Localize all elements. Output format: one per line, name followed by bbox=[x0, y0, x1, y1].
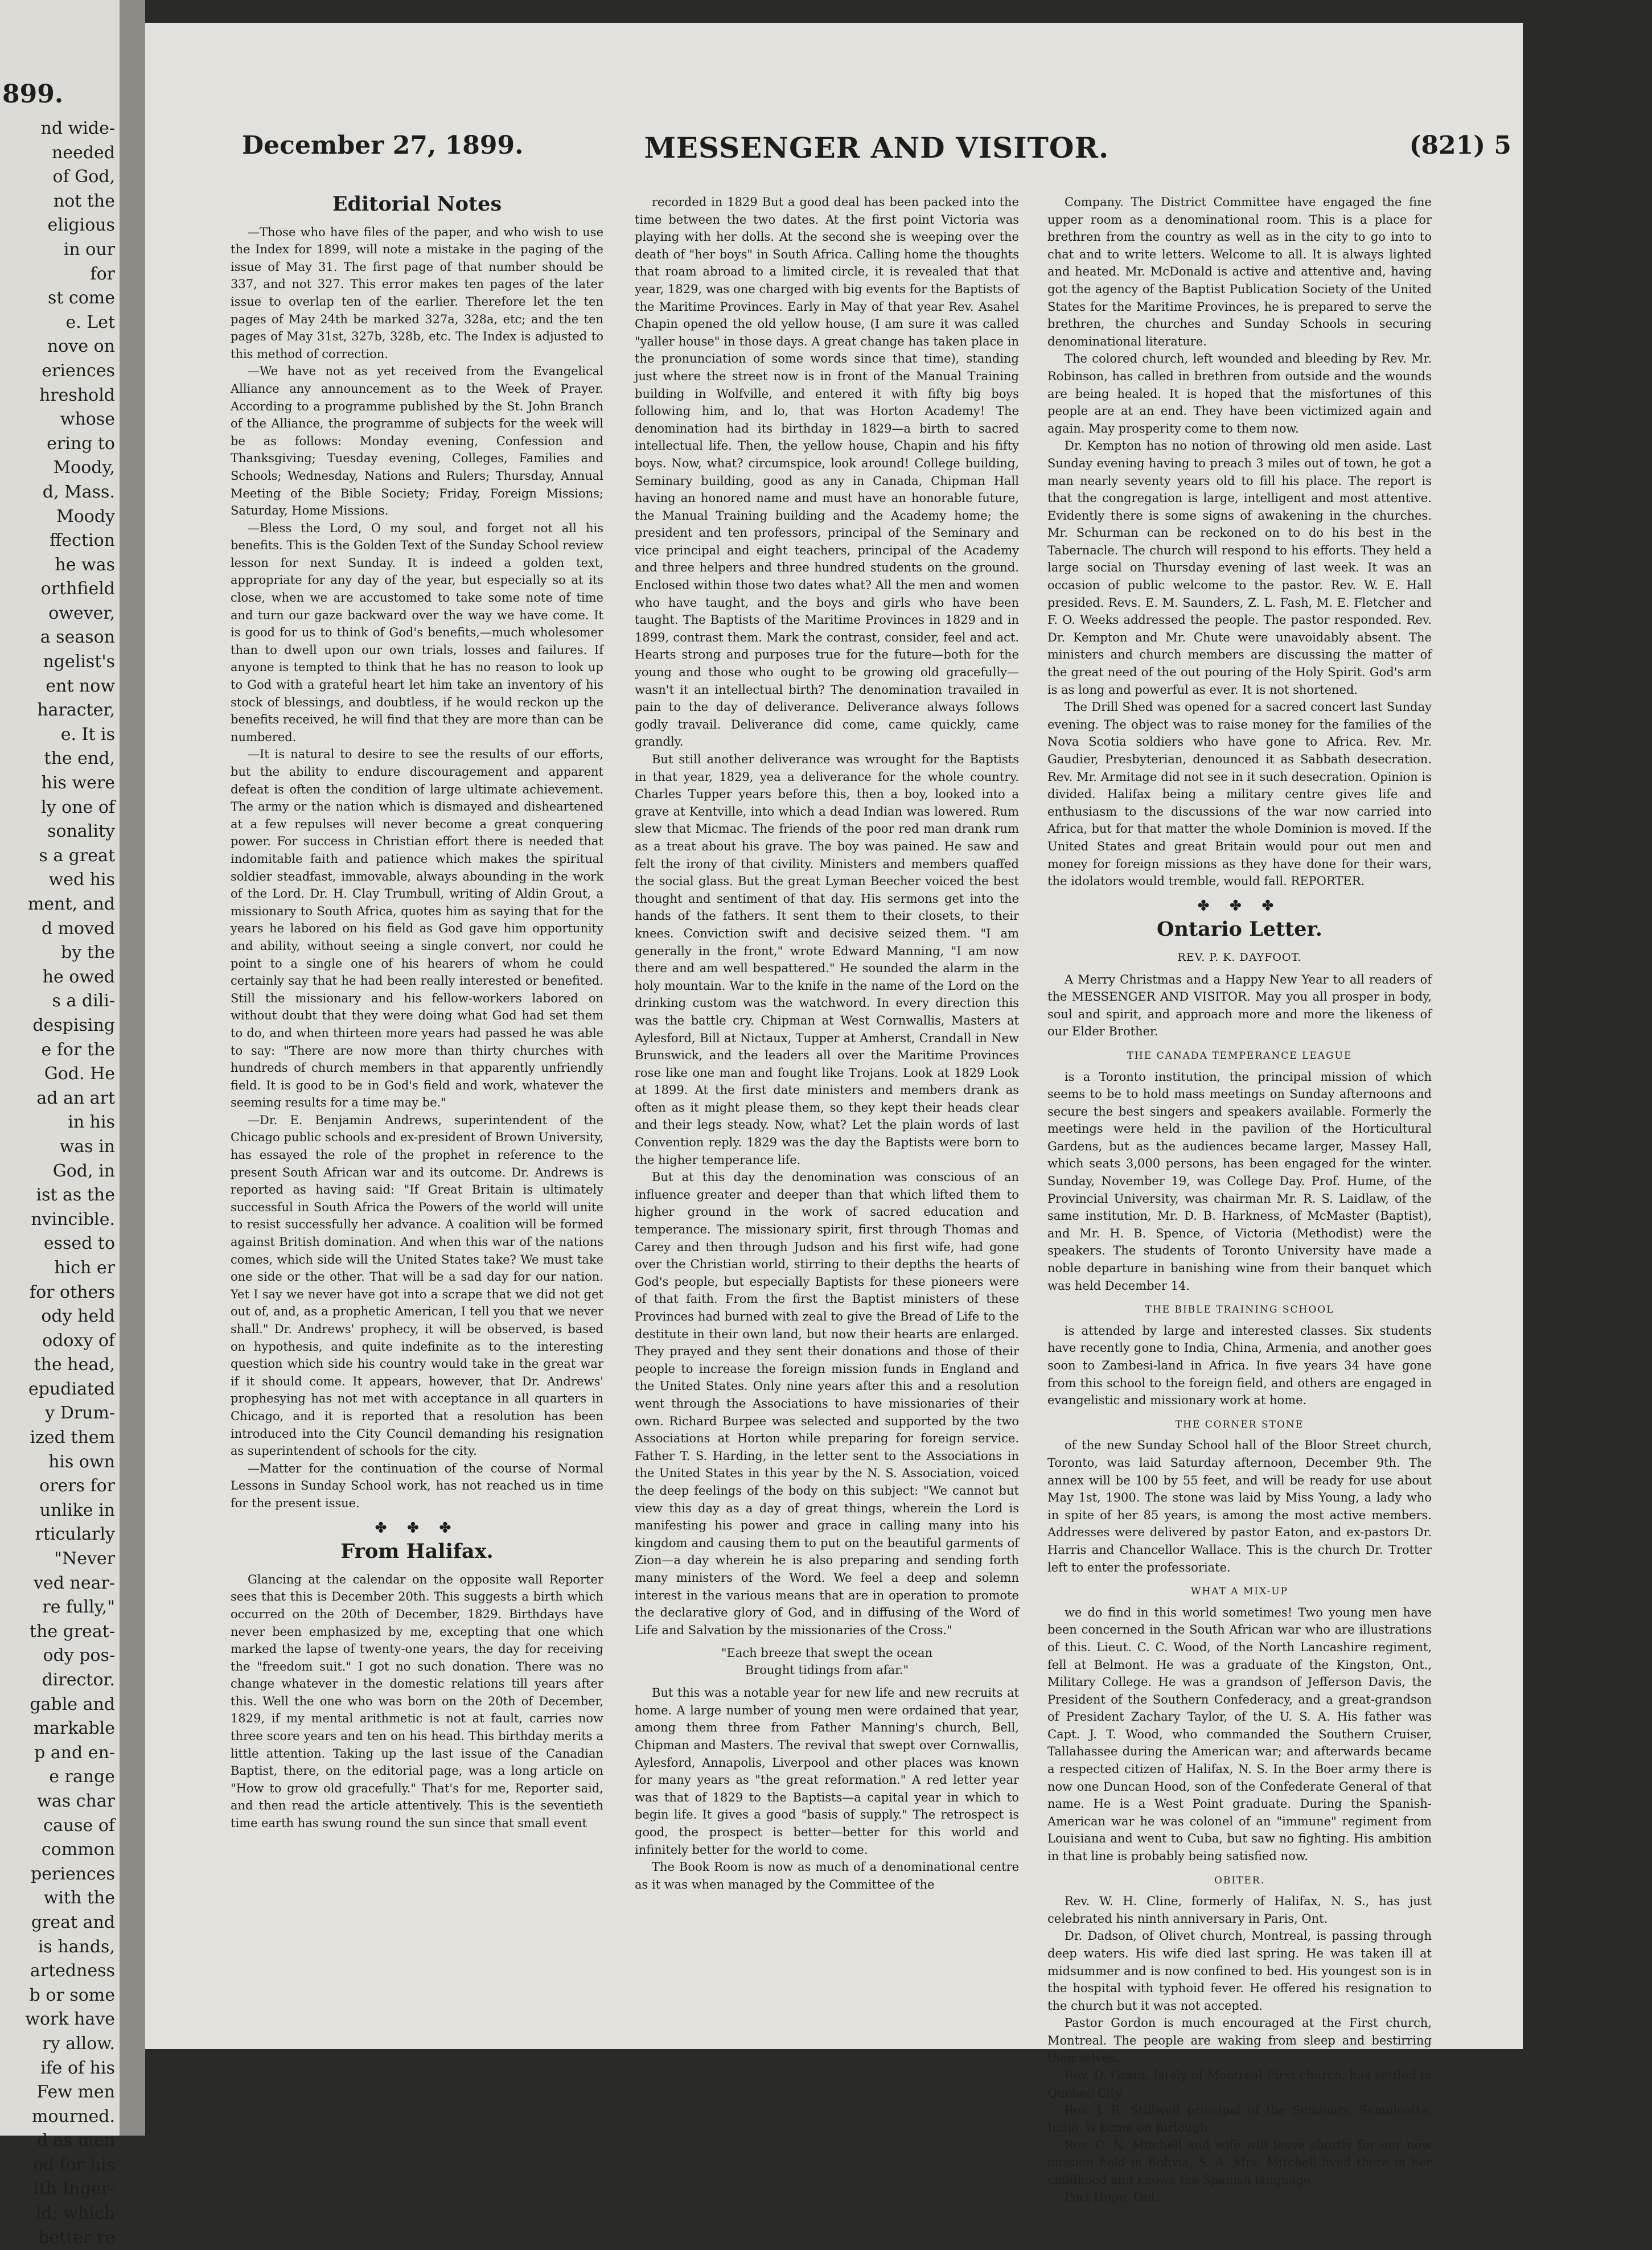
editorial-paragraph: —Matter for the continuation of the course of Normal Lessons in Sunday School work, has not reached us in time for the present issue. bbox=[231, 1461, 603, 1510]
previous-page-line: s a dili- bbox=[52, 991, 115, 1011]
previous-page-line: haracter, bbox=[37, 700, 115, 721]
previous-page-line: ry allow. bbox=[42, 2033, 115, 2054]
previous-page-line: e range bbox=[49, 1767, 115, 1787]
masthead: MESSENGER AND VISITOR. bbox=[644, 131, 1109, 164]
previous-page-line: Moody bbox=[56, 506, 115, 526]
binding-gutter bbox=[120, 0, 145, 2136]
previous-page-line: God, in bbox=[52, 1161, 115, 1181]
column-ontario bbox=[1047, 194, 1432, 2204]
previous-page-line: b or some bbox=[29, 1985, 115, 2005]
ontario-sections bbox=[1047, 1047, 1432, 1928]
obiter-item: Port Hope, Ont. bbox=[1065, 2190, 1160, 2204]
section-text: of the new Sunday School hall of the Bloor Street church, Toronto, was laid Saturday afternoon, December 9th. The annex will be 100 by 55 feet, and will be ready for use about May 1st, 1900. The stone was laid by Miss Young, a lady who in spite of her 85 years, is among the most active members. Addresses were delivered by pastor Eaton, and ex-pastors Dr. Harris and Chancellor Wallace. This is the church Dr. Trotter left to enter the professoriate. bbox=[1047, 1438, 1432, 1574]
halifax-paragraph: The Drill Shed was opened for a sacred concert last Sunday evening. The object was to raise money for the families of the Nova Scotia soldiers who have gone to Africa. Rev. Mr. Gaudier, Presbyterian, denounced it as Sabbath desecration. Rev. Mr. Armitage did not see in it such desecration. Opinion is divided. Halifax being a military centre gives life and enthusiasm to the discussions of the war now carried into Africa, but for that matter the whole Dominion is moved. If the United States and great Britain would pour out men and money for foreign missions as they have done for their wars, the idolators would tremble, would fall. REPORTER. bbox=[1047, 700, 1432, 889]
column-editorial bbox=[231, 194, 603, 2032]
previous-page-line: "Never bbox=[54, 1549, 115, 1569]
previous-page-line: work have bbox=[25, 2009, 115, 2030]
previous-page-line: he owed bbox=[42, 966, 115, 987]
column-halifax-continued bbox=[635, 194, 1019, 2032]
section-subheading: THE CANADA TEMPERANCE LEAGUE bbox=[1127, 1050, 1353, 1062]
previous-page-line: common bbox=[41, 1840, 115, 1860]
obiter-item: Rev. C. N. Mitchell and wife will leave shortly for our new mission field in Bolivia, S. A. Mrs. Mitchell lived there in her childhood and knows the Spanish language. bbox=[1047, 2138, 1432, 2187]
editorial-paragraph: —Dr. E. Benjamin Andrews, superintendent of the Chicago public schools and ex-president of Brown University, has essayed the role of the prophet in reference to the present South African war and its outcome. Dr. Andrews is reported as having said: "If Great Britain is ultimately successful in South Africa the Powers of the world will unite to resist successfully her advance. A coalition will be formed against British domination. And when this war of the nations comes, which side will the United States take? We must take one side or the other. That will be a sad day for our nation. Yet I say we never have got into a scrape that we did not get out of, and, as a prophetic American, I tell you that we never shall." Dr. Andrews' prophecy, it will be observed, is based on hypothesis, and quite indefinite as to the interesting question which side his country would take in the great war if it should come. It appears, however, that Dr. Andrews' prophesying has not met with acceptance in all quarters in Chicago, and it is reported that a resolution has been introduced into the City Council demanding his resignation as superintendent of schools for the city. bbox=[231, 1113, 603, 1458]
issue-date: December 27, 1899. bbox=[242, 131, 524, 160]
editorial-paragraph: —It is natural to desire to see the results of our efforts, but the ability to endure discouragement and apparent defeat is often the condition of large ultimate achievement. The army or the nation which is dismayed and disheartened at a few repulses will never become a great conquering power. For success in Christian effort there is needed that indomitable faith and patience which makes the spiritual soldier steadfast, immovable, always abounding in the work of the Lord. Dr. H. Clay Trumbull, writing of Aldin Grout, a missionary to South Africa, quotes him as saying that for the years he labored on his field as God gave him opportunity and ability, without seeing a single convert, nor could he point to a single one of his hearers of whom he could certainly say that he had been really interested or benefited. Still the missionary and his fellow-workers labored on without doubt that they were doing what God had set them to do, and when thirteen more years had passed he was able to say: "There are now more than thirty churches with hundreds of church members in that apparently unfriendly field. It is good to be in God's field and work, whatever the seeming results for a time may be." bbox=[231, 747, 603, 1110]
previous-page-line: artedness bbox=[30, 1961, 115, 1981]
section-subheading: WHAT A MIX-UP bbox=[1190, 1586, 1289, 1598]
previous-page-fragments bbox=[0, 117, 120, 2250]
previous-page-line: ife of his bbox=[40, 2058, 115, 2078]
halifax-paragraph: But at this day the denomination was conscious of an influence greater and deeper than that which lifted them to higher ground in the work of sacred education and temperance. The missionary spirit, first through Thomas and Carey and then through Judson and his first wife, had gone over the Christian world, stirring to their depths the hearts of God's people, but especially Baptists for these pioneers were of that faith. From the first the Baptist ministers of these Provinces had burned with zeal to give the Bread of Life to the destitute in their own land, but now their hearts are enlarged. They prayed and they sent their donations and those of their people to increase the foreign mission funds in England and the United States. Only nine years after this and a resolution went through the Associations to have missionaries of their own. Richard Burpee was selected and supported by the two Associations at Horton while preparing for foreign service. Father T. S. Harding, in the letter sent to the Associations in the United States in this year by the N. S. Association, voiced the deep feelings of the body on this subject: "We cannot but view this day as a day of great things, wherein the Lord is manifesting his power and grace in calling many into his kingdom and causing them to put on the beautiful garments of Zion—a day wherein he is also preparing and sending forth many ministers of the Word. We feel a deep and solemn interest in the various means that are in operation to promote the declarative glory of God, and in diffusing of the Word of Life and Salvation by the missionaries of the Cross." bbox=[635, 1170, 1019, 1637]
previous-page-line: God. He bbox=[44, 1064, 115, 1084]
previous-page-number: 899. bbox=[2, 80, 64, 109]
previous-page-line: ody held bbox=[41, 1306, 115, 1327]
section-text: we do find in this world sometimes! Two young men have been concerned in the South African war who are illustrations of this. Lieut. C. C. Wood, of the North Lancashire regiment, fell at Belmont. He was a graduate of the Kingston, Ont., Military College. He was a grandson of Jefferson Davis, the President of the Southern Confederacy, and a great-grandson of President Zachary Taylor, of the U. S. A. His father was Capt. J. T. Wood, who commanded the Southern Cruiser, Tallahassee during the American war; and afterwards became a respected citizen of Halifax, N. S. In the Boer army there is now one Duncan Hood, son of the Confederate General of that name. He is a West Point graduate. During the Spanish-American war he was colonel of an "immune" regiment from Louisiana and went to Cuba, but saw no fighting. His ambition in that line is probably being satisfied now. bbox=[1047, 1605, 1432, 1864]
page-number: (821) 5 bbox=[1409, 131, 1511, 160]
previous-page-line: st come bbox=[47, 288, 115, 308]
previous-page-line: re fully," bbox=[42, 1597, 115, 1618]
previous-page-line: was char bbox=[37, 1791, 115, 1811]
previous-page-line: essed to bbox=[43, 1233, 115, 1254]
obiter-item: Pastor Gordon is much encouraged at the First church, Montreal. The people are waking from sleep and bestirring themselves. bbox=[1047, 2016, 1432, 2065]
poem-quote bbox=[635, 1644, 1019, 1679]
halifax-paragraph: But still another deliverance was wrought for the Baptists in that year, 1829, yea a deliverance for the whole country. Charles Tupper years before this, then a boy, looked into a grave at Kentville, into which a dead Indian was lowered. Rum slew that Micmac. The friends of the poor red man drank rum as a treat about his grave. The boy was pained. He saw and felt the irony of that civility. Ministers and members quaffed the social glass. But the great Lyman Beecher voiced the best thought and sentiment of that day. His sermons get into the hands of the fathers. It sent them to their closets, to their knees. Conviction swift and decisive seized them. "I am generally in the front," wrote Edward Manning, "I am now there and am well bespattered." He sounded the alarm in the holy mountain. War to the knife in the name of the Lord on the drinking custom was the watchword. In every direction this was the battle cry. Chipman at West Cornwallis, Masters at Aylesford, Bill at Nictaux, Tupper at Amherst, Crandall in New Brunswick, and the leaders all over the Maritime Provinces rose like one man and fought like Trojans. Look at 1829 Look at 1899. At the first date ministers and members drank as often as it might please them, so they kept their heads clear and their legs steady. Now, what? Let the plain words of last Convention reply. 1829 was the day the Baptists were born to the higher temperance life. bbox=[635, 752, 1019, 1167]
editorial-paragraphs bbox=[231, 224, 603, 1512]
previous-page-line: gable and bbox=[30, 1694, 115, 1714]
previous-page-line: eligious bbox=[47, 215, 115, 236]
previous-page-line: ly one of bbox=[41, 797, 115, 817]
section-text: Rev. W. H. Cline, formerly of Halifax, N. S., has just celebrated his ninth anniversary in Paris, Ont. bbox=[1047, 1894, 1432, 1926]
section-text: is attended by large and interested classes. Six students have recently gone to India, China, Armenia, and another goes soon to Zambesi-land in Africa. In five years 34 have gone from this school to the foreign field, and others are engaged in evangelistic and missionary work at home. bbox=[1047, 1323, 1432, 1408]
previous-page-line: whose bbox=[60, 409, 115, 430]
previous-page-line: e for the bbox=[41, 1039, 115, 1060]
previous-page-line: his were bbox=[41, 773, 115, 793]
previous-page-line: for others bbox=[30, 1282, 115, 1302]
quote-line: "Each breeze that swept the ocean bbox=[721, 1646, 933, 1660]
previous-page-line: needed bbox=[52, 142, 115, 163]
halifax-paragraph: But this was a notable year for new life and new recruits at home. A large number of young men were ordained that year, among them three from Father Manning's church, Bell, Chipman and Masters. The revival that swept over Cornwallis, Aylesford, Annapolis, Liverpool and other places was known for many years as "the great reformation." A red letter year was that of 1829 to the Baptists—a capital year in which to begin life. It gives a good "basis of supply." The retrospect is good, the prospect is better—better for this world and infinitely better for the world to come. bbox=[635, 1686, 1019, 1857]
halifax-paragraph: Glancing at the calendar on the opposite wall Reporter sees that this is December 20th. This suggests a birth which occurred on the 20th of December, 1829. Birthdays have never been emphasized by me, excepting that one which marked the lapse of twenty-one years, the day for receiving the "freedom suit." I got no such donation. There was no change whatever in the domestic relations till years after this. Well the one who was born on the 20th of December, 1829, if my mental arithmetic is not at fault, carries now three score years and ten on his head. This birthday merits a little attention. Taking up the last issue of the Canadian Baptist, there, on the editorial page, was a long article on "How to grow old gracefully." That's for me, Reporter said, and then read the article attentively. This is the seventieth time earth has swung round the sun since that small event bbox=[231, 1572, 603, 1831]
from-halifax-heading: From Halifax. bbox=[340, 1540, 494, 1564]
previous-page-line: ment, and bbox=[27, 894, 115, 914]
previous-page-line: the great- bbox=[29, 1621, 115, 1642]
previous-page-line: he was bbox=[55, 554, 115, 575]
previous-page-line: ist as the bbox=[36, 1185, 115, 1206]
previous-page-line: his own bbox=[48, 1451, 115, 1472]
obiter-item: Rev. J. R. Stillwell principal of the Seminary, Samulcotta, India, is home on furlough. bbox=[1047, 2103, 1432, 2134]
ontario-closing bbox=[1047, 1927, 1432, 2206]
previous-page-line: ld; which bbox=[35, 2203, 115, 2224]
previous-page-line: orers for bbox=[39, 1476, 115, 1496]
previous-page-line: a season bbox=[40, 627, 115, 648]
previous-page-line: hich er bbox=[54, 1257, 115, 1278]
previous-page-line: s a great bbox=[39, 845, 115, 866]
previous-page-line: cause of bbox=[43, 1815, 115, 1836]
previous-page-line: director. bbox=[42, 1670, 115, 1690]
editorial-notes-heading: Editorial Notes bbox=[332, 192, 502, 216]
previous-page-line: odoxy of bbox=[42, 1330, 115, 1351]
previous-page-line: the head, bbox=[34, 1355, 115, 1375]
page-header bbox=[242, 131, 1511, 182]
previous-page-line: despising bbox=[32, 1015, 115, 1035]
previous-page-line: ved near- bbox=[34, 1573, 115, 1593]
previous-page-line: ering to bbox=[47, 433, 115, 454]
newspaper-page bbox=[145, 23, 1523, 2204]
editorial-paragraph: —We have not as yet received from the Evangelical Alliance any announcement as to the Week of Prayer. According to a programme published by the St. John Branch of the Alliance, the programme of subjects for the week will be as follows: Monday evening, Confession and Thanksgiving; Tuesday evening, Colleges, Families and Schools; Wednesday, Nations and Rulers; Thursday, Annual Meeting of the Bible Society; Friday, Foreign Missions; Saturday, Home Missions. bbox=[231, 364, 603, 518]
previous-page-line: rticularly bbox=[35, 1524, 115, 1545]
previous-page-line: with the bbox=[43, 1888, 115, 1908]
previous-page-line: ffection bbox=[50, 530, 115, 551]
previous-page-line: od for his bbox=[32, 2154, 115, 2175]
halifax-continued-paragraphs bbox=[635, 194, 1019, 1639]
section-subheading: THE CORNER STONE bbox=[1175, 1418, 1304, 1430]
previous-page-line: ith Inger- bbox=[33, 2179, 115, 2199]
previous-page-line: nd wide- bbox=[40, 118, 115, 138]
obiter-item: Dr. Dadson, of Olivet church, Montreal, is passing through deep waters. His wife died last spring. He was taken ill at midsummer and is now confined to bed. His youngest son is in the hospital with typhoid fever. He offered his resignation to the church but it was not accepted. bbox=[1047, 1929, 1432, 2013]
previous-page-line: Few men bbox=[36, 2082, 115, 2103]
section-subheading: THE BIBLE TRAINING SCHOOL bbox=[1145, 1304, 1334, 1316]
previous-page-line: the end, bbox=[44, 748, 115, 769]
halifax-paragraph: Company. The District Committee have engaged the fine upper room as a denominational room. This is a place for brethren from the country as well as in the city to go into to chat and to write letters. Welcome to all. It is always lighted and heated. Mr. McDonald is active and attentive and, having got the agency of the Baptist Publication Society of the United States for the Maritime Provinces, he is prepared to serve the brethren, the churches and Sunday Schools in securing denominational literature. bbox=[1047, 195, 1432, 348]
previous-page-line: ngelist's bbox=[43, 652, 115, 672]
previous-page-line: orthfield bbox=[40, 579, 115, 599]
halifax-closing-paragraphs bbox=[635, 1684, 1019, 1893]
previous-page-line: in our bbox=[63, 239, 115, 260]
previous-page-line: was in bbox=[59, 1136, 115, 1157]
previous-page-line: ad an art bbox=[36, 1088, 115, 1108]
halifax-paragraph: recorded in 1829 But a good deal has been packed into the time between the two dates. At the first point Victoria was playing with her dolls. At the second she is weeping over the death of "her boys" in South Africa. Calling home the thoughts that roam abroad to a limited circle, it is revealed that that year, 1829, was one charged with big events for the Baptists of the Maritime Provinces. Early in May of that year Rev. Asahel Chapin opened the old yellow house, (I am sure it was called "yaller house" in those days. A great change has taken place in the pronunciation of some words since that time), standing just where the street now is in front of the Manual Training building in Wolfville, and entered it with fifty big boys following him, and lo, that was Horton Academy! The denomination had its birthday in 1829—a birth to sacred intellectual life. Then, the yellow house, Chapin and his fifty boys. Now, what? circumspice, look around! College building, Seminary building, good as any in Canada, Chipman Hall having an honored name and must have an honorable future, the Manual Training building and the Academy home; the president and ten professors, principal of the Seminary and vice principal and eight teachers, principal of the Academy and three helpers and three hundred students on the ground. Enclosed within those two dates what? All the men and women who have taught, and the boys and girls who have been taught. The Baptists of the Maritime Provinces in 1829 and in 1899, contrast them. Mark the contrast, consider, feel and act. Hearts strong and purposes true for the future—both for the young and those who ought to be growing old gracefully—wasn't it an intellectual birth? The denomination travailed in pain to the day of deliverance. Deliverance always follows godly travail. Deliverance did come, came quickly, came grandly. bbox=[635, 195, 1019, 749]
halifax-paragraphs bbox=[231, 1571, 603, 1832]
section-subheading: OBITER. bbox=[1214, 1874, 1265, 1886]
previous-page-line: ized them bbox=[30, 1428, 115, 1448]
previous-page-line: is hands, bbox=[38, 1936, 115, 1957]
previous-page-line: ody pos- bbox=[43, 1646, 115, 1666]
previous-page-line: better re bbox=[38, 2227, 115, 2248]
halifax-paragraph: Dr. Kempton has no notion of throwing old men aside. Last Sunday evening having to preach 3 miles out of town, he got a man nearly seventy years old to fill his place. The report is that the congregation is large, intelligent and most attentive. Evidently there is some signs of awakening in the churches. Mr. Schurman can be reckoned on to do his best in the Tabernacle. The church will respond to his efforts. They held a large social on Thursday evening of last week. It was an occasion of public welcome to the pastor. Rev. W. E. Hall presided. Revs. E. M. Saunders, Z. L. Fash, M. E. Fletcher and F. O. Weeks addressed the people. The pastor responded. Rev. Dr. Kempton and Mr. Chute were unavoidably absent. The ministers and church members are discussing the matter of the great need of the out pouring of the Holy Spirit. God's arm is as long and powerful as ever. It is not shortened. bbox=[1047, 439, 1432, 697]
previous-page-line: Moody, bbox=[53, 458, 115, 478]
previous-page-line: periences bbox=[31, 1864, 115, 1884]
previous-page-line: markable bbox=[33, 1718, 115, 1739]
section-ornament: ✤ ✤ ✤ bbox=[375, 1519, 459, 1536]
editorial-paragraph: —Bless the Lord, O my soul, and forget not all his benefits. This is the Golden Text of the Sunday School review lesson for next Sunday. It is indeed a golden text, appropriate for any day of the year, but especially so at its close, when we are accustomed to take some note of time and turn our gaze backward over the way we have come. It is good for us to think of God's benefits,—much wholesomer than to dwell upon our own trials, losses and failures. If anyone is tempted to think that he has no reason to look up to God with a grateful heart let him take an inventory of his stock of blessings, and doubtless, if he would reckon up the benefits received, he will find that they are more than can be numbered. bbox=[231, 521, 603, 744]
previous-page-line: of God, bbox=[52, 167, 115, 187]
previous-page-line: wed his bbox=[48, 870, 115, 890]
ontario-intro: A Merry Christmas and a Happy New Year to all readers of the MESSENGER AND VISITOR. May you all prosper in body, soul and spirit, and approach more and more the likeness of our Elder Brother. bbox=[1047, 972, 1432, 1039]
previous-page-line: epudiated bbox=[28, 1379, 115, 1399]
previous-page-line: unlike in bbox=[39, 1500, 115, 1520]
previous-page-line: mourned. bbox=[32, 2106, 115, 2126]
obiter-item: Rev. D. Grant, lately of Montreal First church, has settled in Quebec City. bbox=[1047, 2068, 1432, 2100]
previous-page-line: for bbox=[90, 264, 115, 284]
previous-page-line: by the bbox=[61, 943, 115, 963]
previous-page-strip bbox=[0, 0, 120, 2248]
section-text: is a Toronto institution, the principal mission of which seems to be to hold mass meetings on Sunday afternoons and secure the best singers and speakers available. Formerly the meetings were held in the pavilion of the Horticultural Gardens, but as the audiences became larger, Massey Hall, which seats 3,000 persons, has been engaged for the winter. Sunday, November 19, was College Day. Prof. Hume, of the Provincial University, was chairman Mr. R. S. Laidlaw, of the same institution, Mr. D. B. Harkness, of McMaster (Baptist), and Mr. H. B. Spence, of Victoria (Methodist) were the speakers. The students of Toronto University have made a noble departure in banishing wine from their banquet which was held December 14. bbox=[1047, 1070, 1432, 1293]
previous-page-line: p and en- bbox=[34, 1742, 115, 1763]
previous-page-line: d, Mass. bbox=[42, 482, 115, 502]
previous-page-line: hreshold bbox=[39, 385, 115, 405]
previous-page-line: nove on bbox=[47, 336, 115, 357]
ontario-byline: REV. P. K. DAYFOOT. bbox=[1177, 951, 1302, 964]
halifax-paragraph: The colored church, left wounded and bleeding by Rev. Mr. Robinson, has called in brethren from outside and the wounds are being healed. It is hoped that the misfortunes of this people are at an end. They have been victimized again and again. May prosperity come to them now. bbox=[1047, 352, 1432, 435]
previous-page-line: in his bbox=[68, 1112, 115, 1133]
previous-page-line: sonality bbox=[47, 821, 115, 842]
previous-page-line: great and bbox=[31, 1912, 115, 1932]
previous-page-line: e. It is bbox=[60, 724, 115, 744]
halifax-paragraph: The Book Room is now as much of a denominational centre as it was when managed by the Committee of the bbox=[635, 1860, 1019, 1891]
previous-page-line: not the bbox=[53, 191, 115, 211]
quote-line: Brought tidings from afar." bbox=[745, 1663, 909, 1677]
previous-page-line: ent now bbox=[46, 676, 115, 696]
previous-page-line: y Drum- bbox=[45, 1403, 115, 1424]
editorial-paragraph: —Those who have files of the paper, and who wish to use the Index for 1899, will note a mistake in the paging of the issue of May 31. The first page of that number should be 337, and not 327. This error makes ten pages of the later issue to overlap ten of the earlier. Therefore let the ten pages of May 24th be marked 327a, 328a, etc; and the ten pages of May 31st, 327b, 328b, etc. The Index is adjusted to this method of correction. bbox=[231, 225, 603, 361]
ontario-letter-heading: Ontario Letter. bbox=[1157, 918, 1322, 941]
previous-page-line: owever, bbox=[48, 603, 115, 623]
section-ornament: ✤ ✤ ✤ bbox=[1197, 896, 1282, 914]
previous-page-line: d as men bbox=[36, 2130, 115, 2151]
previous-page-line: d moved bbox=[41, 918, 115, 939]
previous-page-line: eriences bbox=[42, 360, 115, 381]
halifax-final-paragraphs bbox=[1047, 194, 1432, 890]
previous-page-line: nvincible. bbox=[31, 1209, 115, 1229]
previous-page-line: e. Let bbox=[65, 312, 115, 332]
